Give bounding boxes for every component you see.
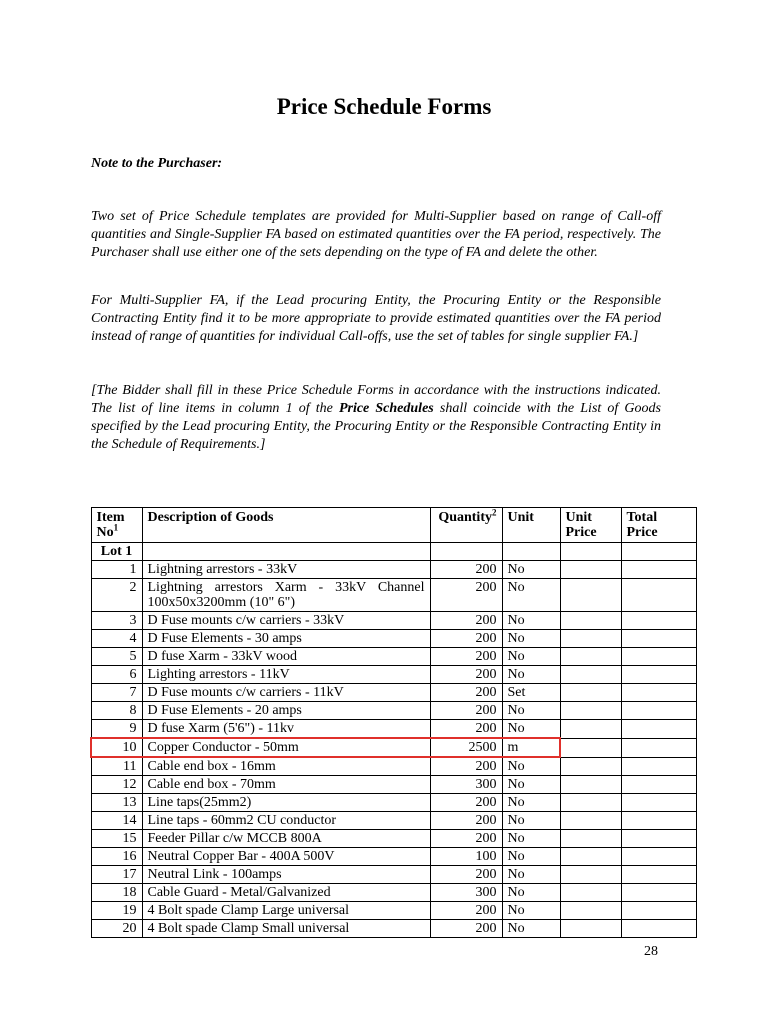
table-row [91,848,696,866]
description-cell: 4 Bolt spade Clamp Large universal [142,902,430,920]
description-cell: Feeder Pillar c/w MCCB 800A [142,830,430,848]
total-price-cell [621,848,696,866]
item-no-cell: 15 [91,830,142,848]
unit-price-cell [560,612,621,630]
quantity-cell: 200 [430,920,502,938]
header-unit: Unit [502,508,560,543]
item-no-cell: 19 [91,902,142,920]
unit-price-cell [560,776,621,794]
item-no-cell: 7 [91,684,142,702]
unit-price-cell [560,648,621,666]
header-total-price: Total Price [621,508,696,543]
unit-price-cell [560,757,621,776]
unit-cell: No [502,561,560,579]
total-price-cell [621,720,696,739]
unit-cell: No [502,720,560,739]
header-quantity: Quantity$^2$ [430,508,502,543]
total-price-cell [621,866,696,884]
unit-price-cell [560,738,621,757]
table-header-row [91,508,696,543]
item-no-cell: 6 [91,666,142,684]
paragraph-templates: Two set of Price Schedule templates are provided for Multi-Supplier based on range of Call-off quantities and Single-Supplier FA based on estimated quantities over the FA period, respectively. The Purchaser shall use either one of the sets depending on the type of FA and delete the other. [91,209,661,260]
table-row [91,666,696,684]
unit-cell: No [502,757,560,776]
description-cell: Cable end box - 70mm [142,776,430,794]
item-no-cell: 1 [91,561,142,579]
table-row [91,702,696,720]
quantity-cell: 200 [430,561,502,579]
unit-price-cell [560,630,621,648]
unit-cell: No [502,702,560,720]
table-row [91,648,696,666]
unit-price-cell [560,579,621,612]
unit-cell: No [502,920,560,938]
unit-cell: No [502,776,560,794]
lot-label: Lot 1 [91,543,142,561]
unit-price-cell [560,884,621,902]
item-no-cell: 8 [91,702,142,720]
quantity-cell: 200 [430,666,502,684]
total-price-cell [621,702,696,720]
quantity-cell: 200 [430,648,502,666]
unit-price-cell [560,848,621,866]
unit-price-cell [560,866,621,884]
quantity-cell: 200 [430,720,502,739]
description-cell: Lightning arrestors - 33kV [142,561,430,579]
item-no-cell: 10 [91,738,142,757]
quantity-cell: 200 [430,812,502,830]
total-price-cell [621,902,696,920]
unit-cell: No [502,866,560,884]
unit-price-cell [560,720,621,739]
unit-cell: No [502,794,560,812]
item-no-cell: 12 [91,776,142,794]
description-cell: Neutral Link - 100amps [142,866,430,884]
description-cell: Lightning arrestors Xarm - 33kV Channel 100x50x3200mm (10" 6") [142,579,430,612]
total-price-cell [621,794,696,812]
description-cell: Lighting arrestors - 11kV [142,666,430,684]
quantity-cell: 200 [430,902,502,920]
unit-cell: No [502,579,560,612]
unit-cell: No [502,630,560,648]
unit-price-cell [560,684,621,702]
description-cell: D fuse Xarm (5'6") - 11kv [142,720,430,739]
unit-cell: No [502,902,560,920]
unit-price-cell [560,561,621,579]
paragraph-bidder-instructions [91,382,661,454]
unit-price-cell [560,902,621,920]
page-title: Price Schedule Forms [276,94,492,119]
instructions-text-start: [The Bidder shall fill in these Price Schedule Forms in accordance with the instructions indicated. The list of line items in column 1 of the [91,383,661,416]
unit-cell: No [502,648,560,666]
item-no-cell: 2 [91,579,142,612]
table-row [91,866,696,884]
table-row [91,630,696,648]
table-row [91,579,696,612]
table-row [91,776,696,794]
description-cell: 4 Bolt spade Clamp Small universal [142,920,430,938]
table-row [91,884,696,902]
total-price-cell [621,612,696,630]
table-row [91,794,696,812]
unit-cell: No [502,848,560,866]
table-row [91,812,696,830]
quantity-cell: 200 [430,757,502,776]
unit-cell: No [502,666,560,684]
page-number: 28 [644,944,658,959]
description-cell: Cable Guard - Metal/Galvanized [142,884,430,902]
total-price-cell [621,920,696,938]
description-cell: Copper Conductor - 50mm [142,738,430,757]
item-no-cell: 20 [91,920,142,938]
unit-price-cell [560,794,621,812]
header-description: Description of Goods [142,508,430,543]
paragraph-multi-supplier: For Multi-Supplier FA, if the Lead procuring Entity, the Procuring Entity or the Responsible Contracting Entity find it to be more appropriate to provide estimated quantities over the FA period instead of range of quantities for individual Call-offs, use the set of tables for single supplier FA.] [91,293,661,344]
total-price-cell [621,684,696,702]
item-no-cell: 4 [91,630,142,648]
table-row [91,612,696,630]
quantity-cell: 200 [430,702,502,720]
item-no-cell: 17 [91,866,142,884]
header-item-no: Item No$^1$ [91,508,142,543]
quantity-cell: 2500 [430,738,502,757]
lot-row [91,543,696,561]
total-price-cell [621,666,696,684]
quantity-cell: 200 [430,866,502,884]
item-no-cell: 14 [91,812,142,830]
price-schedule-table [90,507,697,938]
total-price-cell [621,648,696,666]
item-no-cell: 16 [91,848,142,866]
table-row [91,561,696,579]
quantity-cell: 200 [430,794,502,812]
table-row [91,830,696,848]
description-cell: Line taps - 60mm2 CU conductor [142,812,430,830]
table-row [91,720,696,739]
table-row-highlighted [91,738,696,757]
item-no-cell: 11 [91,757,142,776]
quantity-cell: 200 [430,684,502,702]
item-no-cell: 9 [91,720,142,739]
description-cell: Cable end box - 16mm [142,757,430,776]
total-price-cell [621,757,696,776]
description-cell: D Fuse mounts c/w carriers - 33kV [142,612,430,630]
item-no-cell: 3 [91,612,142,630]
item-no-cell: 18 [91,884,142,902]
quantity-cell: 200 [430,630,502,648]
description-cell: D fuse Xarm - 33kV wood [142,648,430,666]
table-row [91,920,696,938]
unit-price-cell [560,920,621,938]
quantity-cell: 200 [430,830,502,848]
instructions-bold-term: Price Schedules [338,401,434,416]
unit-cell: No [502,884,560,902]
description-cell: D Fuse mounts c/w carriers - 11kV [142,684,430,702]
total-price-cell [621,884,696,902]
unit-price-cell [560,702,621,720]
total-price-cell [621,776,696,794]
unit-cell: No [502,830,560,848]
item-no-cell: 13 [91,794,142,812]
header-unit-price: Unit Price [560,508,621,543]
note-heading: Note to the Purchaser: [91,156,223,171]
quantity-cell: 300 [430,776,502,794]
total-price-cell [621,830,696,848]
item-no-cell: 5 [91,648,142,666]
total-price-cell [621,579,696,612]
unit-price-cell [560,666,621,684]
unit-cell: No [502,812,560,830]
quantity-cell: 200 [430,579,502,612]
quantity-cell: 200 [430,612,502,630]
total-price-cell [621,630,696,648]
description-cell: D Fuse Elements - 20 amps [142,702,430,720]
unit-cell: No [502,612,560,630]
table-row [91,902,696,920]
total-price-cell [621,561,696,579]
total-price-cell [621,738,696,757]
instructions-text-end: shall coincide with the List of Goods specified by the Lead procuring Entity, the Procuring Entity or the Responsible Contracting Entity in the Schedule of Requirements.] [91,401,661,452]
description-cell: Line taps(25mm2) [142,794,430,812]
unit-cell: Set [502,684,560,702]
unit-cell: m [502,738,560,757]
description-cell: Neutral Copper Bar - 400A 500V [142,848,430,866]
unit-price-cell [560,830,621,848]
quantity-cell: 100 [430,848,502,866]
description-cell: D Fuse Elements - 30 amps [142,630,430,648]
total-price-cell [621,812,696,830]
table-row [91,757,696,776]
table-row [91,684,696,702]
quantity-cell: 300 [430,884,502,902]
unit-price-cell [560,812,621,830]
